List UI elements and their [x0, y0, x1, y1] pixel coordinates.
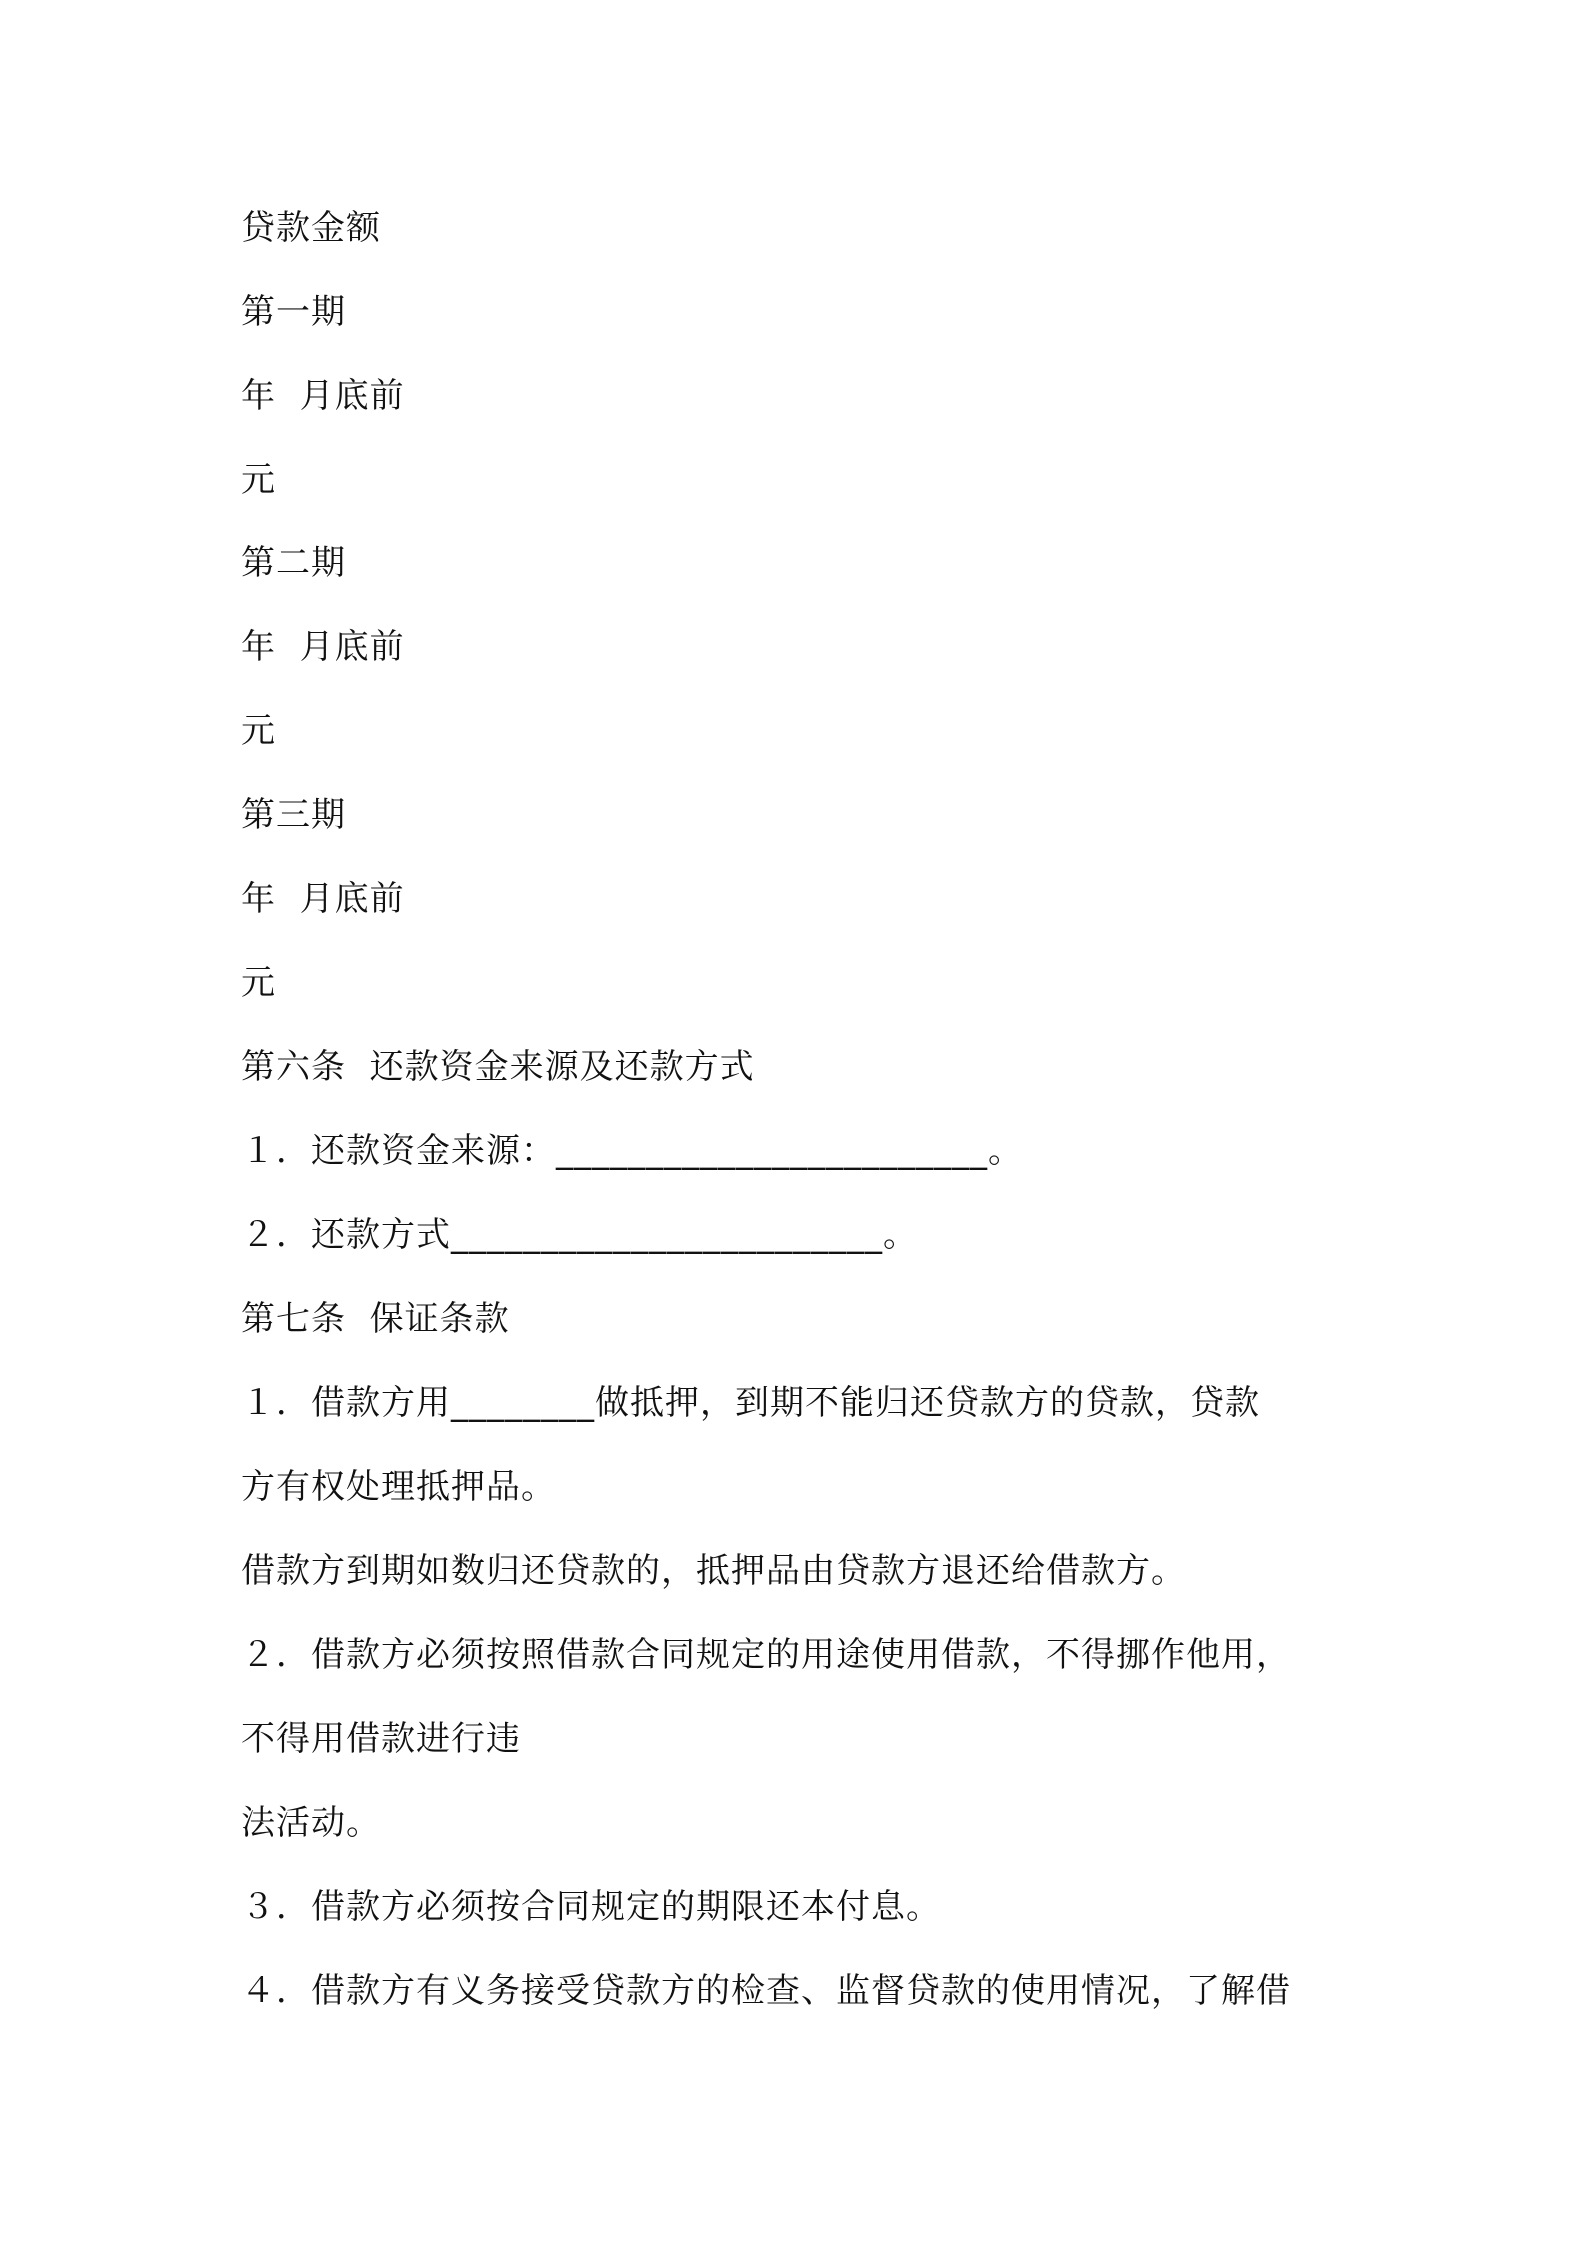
second-installment-date: 年 月底前 [241, 627, 405, 667]
collateral-clause: １．借款方用________做抵押，到期不能归还贷款方的贷款，贷款 [241, 1383, 1260, 1423]
loan-amount-label: 贷款金额 [241, 208, 381, 248]
loan-usage-clause-end: 法活动。 [241, 1803, 381, 1843]
repayment-term-clause: ３．借款方必须按合同规定的期限还本付息。 [241, 1887, 941, 1927]
second-installment-unit: 元 [241, 711, 276, 751]
article-six-heading: 第六条 还款资金来源及还款方式 [241, 1047, 755, 1087]
first-installment-unit: 元 [241, 460, 276, 500]
repayment-method-clause: ２．还款方式________________________。 [241, 1215, 918, 1255]
first-installment-label: 第一期 [241, 292, 346, 332]
third-installment-date: 年 月底前 [241, 879, 405, 919]
loan-usage-clause-cont: 不得用借款进行违 [241, 1719, 521, 1759]
collateral-clause-cont: 方有权处理抵押品。 [241, 1467, 556, 1507]
first-installment-date: 年 月底前 [241, 376, 405, 416]
second-installment-label: 第二期 [241, 543, 346, 583]
repayment-source-clause: １．还款资金来源：________________________。 [241, 1131, 1023, 1171]
inspection-clause: ４．借款方有义务接受贷款方的检查、监督贷款的使用情况，了解借 [241, 1971, 1291, 2011]
collateral-return-clause: 借款方到期如数归还贷款的，抵押品由贷款方退还给借款方。 [241, 1551, 1186, 1591]
third-installment-label: 第三期 [241, 795, 346, 835]
loan-usage-clause: ２．借款方必须按照借款合同规定的用途使用借款，不得挪作他用， [241, 1635, 1291, 1675]
article-seven-heading: 第七条 保证条款 [241, 1299, 510, 1339]
third-installment-unit: 元 [241, 963, 276, 1003]
